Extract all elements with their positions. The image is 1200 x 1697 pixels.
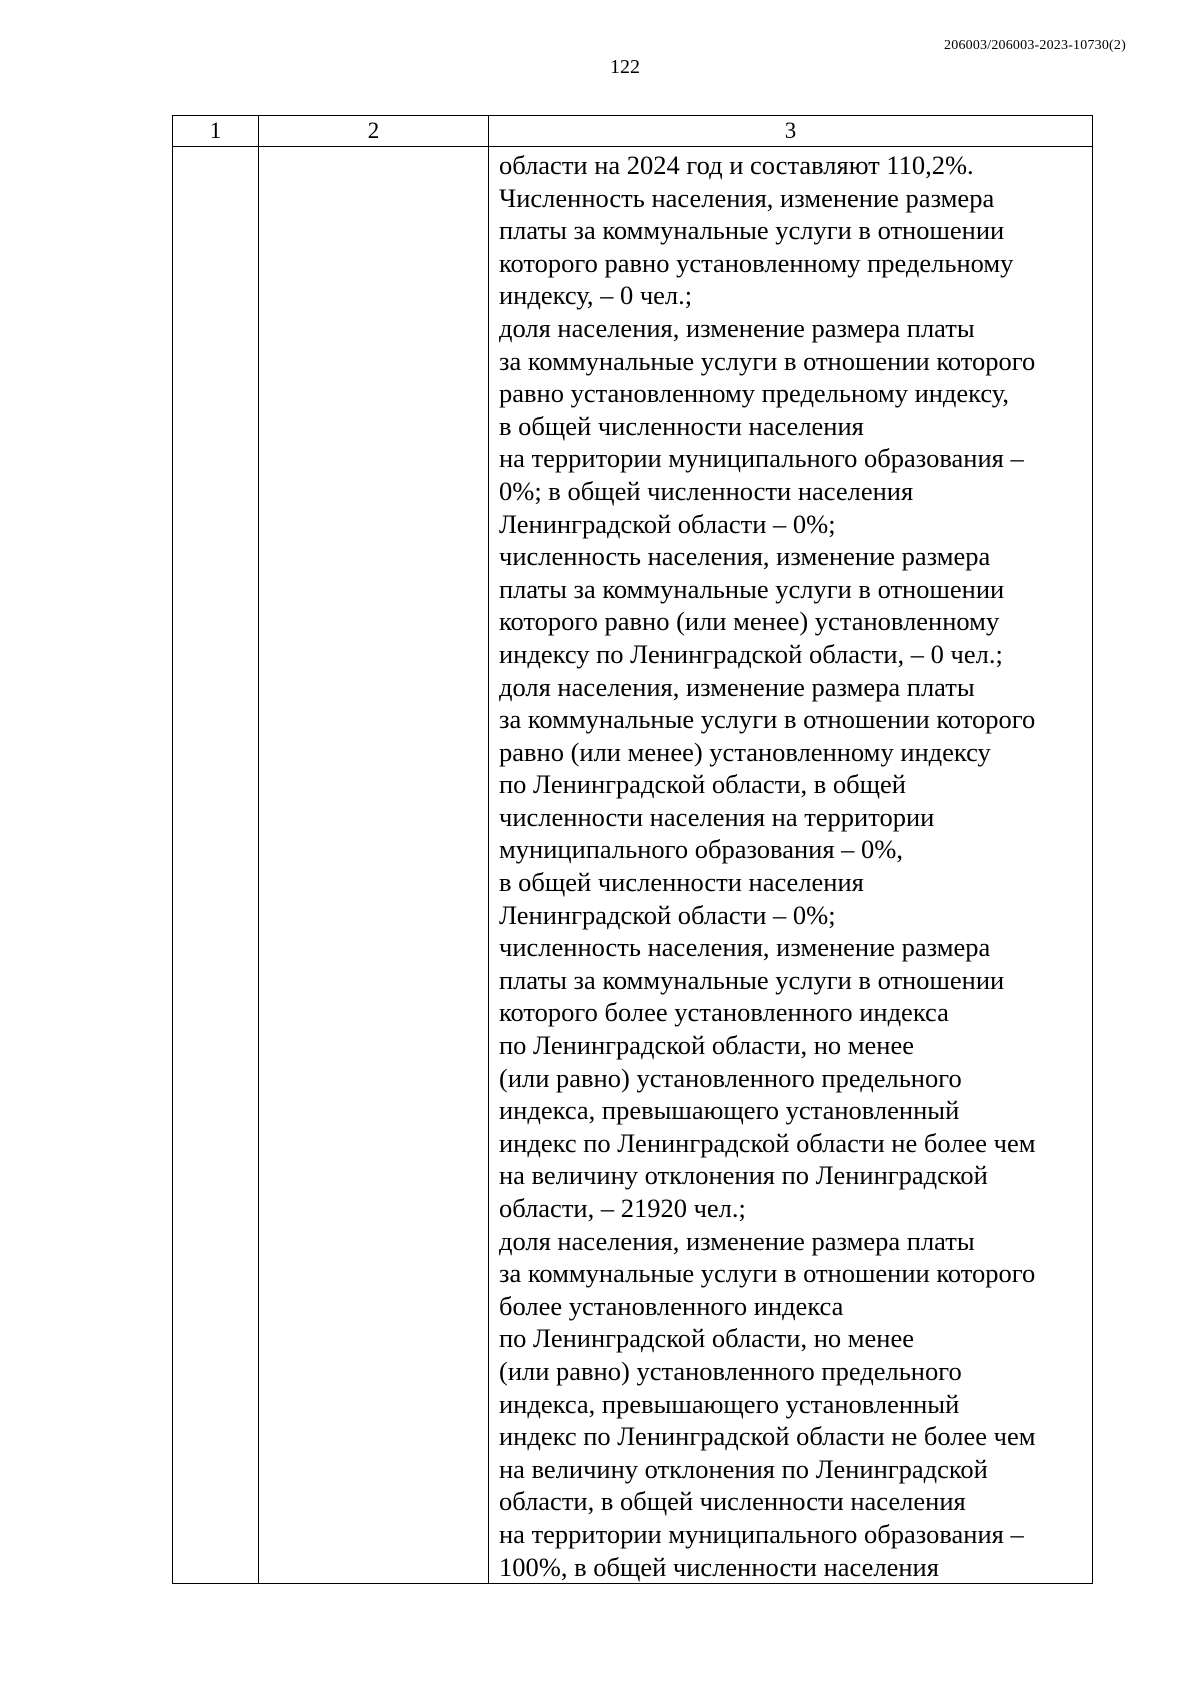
text-line: индексу по Ленинградской области, – 0 чел.; <box>499 638 1003 669</box>
table-header-row <box>173 116 1093 147</box>
text-line: платы за коммунальные услуги в отношении <box>499 215 1005 246</box>
text-line: численности населения на территории <box>499 801 935 832</box>
text-line: индекс по Ленинградской области не более чем <box>499 1127 1036 1158</box>
text-line: Ленинградской области – 0%; <box>499 899 836 930</box>
text-line: равно установленному предельному индексу, <box>499 378 1010 409</box>
text-line: области на 2024 год и составляют 110,2%. <box>499 150 974 180</box>
document-id: 206003/206003-2023-10730(2) <box>944 38 1126 53</box>
text-line: на территории муниципального образования – <box>499 1518 1024 1549</box>
text-line: за коммунальные услуги в отношении которого <box>499 704 1036 735</box>
text-line: области, – 21920 чел.; <box>499 1193 746 1223</box>
text-line: области, в общей численности населения <box>499 1486 966 1517</box>
text-line: доля населения, изменение размера платы <box>499 312 975 343</box>
cell-column-1 <box>173 147 259 1584</box>
page-number: 122 <box>610 56 640 78</box>
text-line: которого более установленного индекса <box>499 997 949 1028</box>
text-line: на величину отклонения по Ленинградской <box>499 1453 988 1484</box>
column-header-3: 3 <box>489 116 1093 147</box>
column-3-text <box>489 147 1092 1583</box>
text-line: более установленного индекса <box>499 1290 844 1321</box>
text-line: за коммунальные услуги в отношении которого <box>499 1258 1036 1289</box>
text-line: Ленинградской области – 0%; <box>499 508 836 539</box>
text-line: платы за коммунальные услуги в отношении <box>499 573 1005 604</box>
text-line: доля населения, изменение размера платы <box>499 1225 975 1256</box>
text-line: индексу, – 0 чел.; <box>499 280 693 311</box>
text-line: индекса, превышающего установленный <box>499 1095 960 1126</box>
text-line: которого равно (или менее) установленному <box>499 606 1000 637</box>
text-line: 0%; в общей численности населения <box>499 475 914 506</box>
text-line: на величину отклонения по Ленинградской <box>499 1160 988 1191</box>
text-line: (или равно) установленного предельного <box>499 1062 962 1093</box>
text-line: доля населения, изменение размера платы <box>499 671 975 702</box>
text-line: равно (или менее) установленному индексу <box>499 736 991 767</box>
content-table <box>172 115 1093 1584</box>
text-line: по Ленинградской области, в общей <box>499 769 906 800</box>
text-line: численность населения, изменение размера <box>499 932 991 963</box>
cell-column-3 <box>489 147 1093 1584</box>
column-header-2: 2 <box>259 116 489 147</box>
text-line: (или равно) установленного предельного <box>499 1355 962 1386</box>
text-line: которого равно установленному предельному <box>499 247 1014 278</box>
text-line: в общей численности населения <box>499 867 864 898</box>
text-line: Численность населения, изменение размера <box>499 182 995 213</box>
text-line: в общей численности населения <box>499 410 864 441</box>
text-line: индекса, превышающего установленный <box>499 1388 960 1419</box>
text-line: муниципального образования – 0%, <box>499 834 903 865</box>
text-line: численность населения, изменение размера <box>499 541 991 572</box>
text-line: платы за коммунальные услуги в отношении <box>499 964 1005 995</box>
cell-column-2 <box>259 147 489 1584</box>
column-header-1: 1 <box>173 116 259 147</box>
text-line: 100%, в общей численности населения <box>499 1551 939 1582</box>
table-row <box>173 147 1093 1584</box>
text-line: на территории муниципального образования – <box>499 443 1024 474</box>
text-line: по Ленинградской области, но менее <box>499 1323 914 1354</box>
text-line: индекс по Ленинградской области не более чем <box>499 1421 1036 1452</box>
text-line: по Ленинградской области, но менее <box>499 1030 914 1061</box>
text-line: за коммунальные услуги в отношении которого <box>499 345 1036 376</box>
